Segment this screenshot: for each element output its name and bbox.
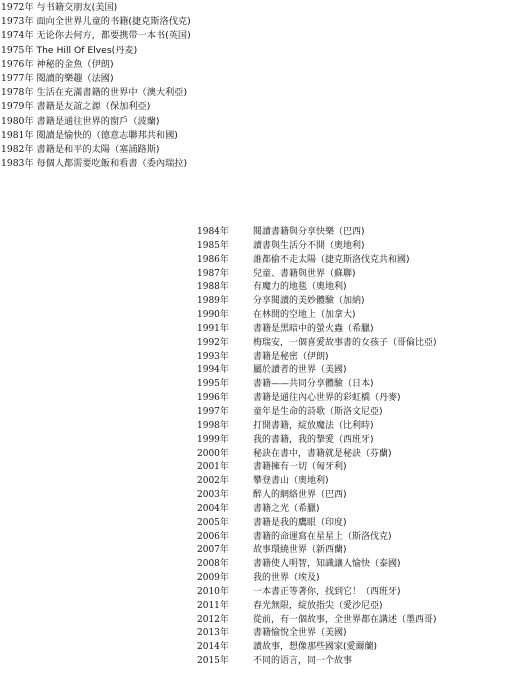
entry-title: 書籍愉悅全世界（美國) (253, 628, 347, 639)
entry-title: 在林間的空地上（加拿大) (253, 310, 356, 321)
entry-year: 1972年 (1, 2, 34, 13)
entry-year: 1974年 (1, 30, 34, 42)
entry-year: 2011年 (197, 600, 229, 611)
entry-title: 閱讀書籍與分享快樂（巴西) (253, 227, 365, 237)
entry-title: 梅瑞安，一個喜愛故事書的女孩子（哥倫比亞) (253, 337, 437, 348)
entry-year: 2012年 (197, 614, 229, 625)
theme-entry (1, 72, 191, 86)
entry-year: 2014年 (197, 642, 229, 653)
theme-entry (1, 143, 191, 157)
theme-entry (1, 44, 191, 58)
entry-title: 屬於讀者的世界（美國) (253, 365, 347, 376)
entry-year: 1989年 (197, 296, 229, 307)
entry-year: 1983年 (1, 158, 34, 170)
entry-title: 有魔力的地毯（奧地利) (253, 282, 347, 293)
entry-title: 无论你去何方，都要携带一本书(英国) (36, 30, 191, 42)
entry-year: 1977年 (1, 72, 34, 84)
entry-title: 書籍是通往內心世界的彩虹橋（丹麥) (253, 393, 401, 404)
theme-entry (1, 58, 191, 72)
entry-year: 2010年 (197, 586, 229, 597)
entry-title: 書籍是友誼之源（保加利亞) (36, 101, 151, 113)
entry-title: 我的世界（埃及) (253, 573, 320, 584)
theme-entry (1, 29, 191, 43)
entry-year: 1973年 (1, 16, 34, 28)
entry-year: 1997年 (197, 406, 229, 417)
entry-title: 書籍是秘密（伊朗) (253, 351, 329, 362)
entry-title: 書籍是我的鷹眼（印度) (253, 517, 347, 528)
entry-title: 我的書籍，我的摯愛（西班牙) (253, 434, 374, 445)
entry-title: 書籍是和平的太陽（塞浦路斯) (36, 143, 160, 155)
entry-year: 1978年 (1, 87, 34, 99)
entry-title: 不同的语言，同一个故事 (253, 656, 353, 667)
entry-year: 2000年 (197, 448, 229, 459)
entry-title: 每個人都需要吃飯和看書（委內瑞拉) (36, 158, 188, 170)
entry-year: 2003年 (197, 490, 229, 501)
entry-title: 故事環繞世界（新西蘭) (253, 545, 347, 556)
entry-year: 2013年 (197, 628, 229, 639)
entry-year: 2006年 (197, 531, 229, 542)
theme-entry (1, 157, 191, 171)
entry-year: 1981年 (1, 129, 34, 141)
entry-year: 1979年 (1, 101, 34, 113)
entry-year: 2009年 (197, 573, 229, 584)
entry-year: 1985年 (197, 240, 229, 251)
entry-year: 2008年 (197, 559, 229, 570)
entry-year: 2004年 (197, 503, 229, 514)
entry-title: The Hill Of Elves(丹麦) (36, 44, 138, 56)
entry-title: 讀書與生活分不開（奧地利) (253, 240, 365, 251)
entry-title: 書籍的命運寫在星星上（斯洛伐克) (253, 531, 392, 542)
entry-title: 從前，有一個故事，全世界都在講述（墨西哥) (253, 614, 437, 625)
theme-list-1972-1983 (1, 1, 191, 171)
entry-title: 書籍——共同分享體驗（日本) (253, 379, 374, 390)
entry-year: 2007年 (197, 545, 229, 556)
theme-entry (1, 100, 191, 114)
theme-entry (1, 86, 191, 100)
entry-title: 分享閱讀的美妙體驗（加納) (253, 296, 365, 307)
entry-title: 攀登書山（奧地利) (253, 476, 329, 487)
entry-year: 1993年 (197, 351, 229, 362)
entry-year: 1986年 (197, 254, 229, 265)
entry-title: 書籍擁有一切（匈牙利) (253, 462, 347, 473)
entry-title: 書籍是通往世界的窗戶（波蘭) (36, 115, 160, 127)
entry-title: 秘訣在書中，書籍就是秘訣（芬蘭) (253, 448, 392, 459)
entry-title: 閱讀的樂趣（法國) (36, 72, 114, 84)
entry-year: 2015年 (197, 656, 229, 667)
entry-title: 書籍使人明智，知識讓人愉快（泰國) (253, 559, 401, 570)
entry-year: 1988年 (197, 282, 229, 293)
entry-year: 2005年 (197, 517, 229, 528)
entry-title: 生活在充滿書籍的世界中（澳大利亞) (36, 87, 188, 99)
entry-year: 1994年 (197, 365, 229, 376)
entry-title: 一本書正等著你，找到它！（西班牙) (253, 586, 401, 597)
entry-year: 1999年 (197, 434, 229, 445)
entry-year: 1992年 (197, 337, 229, 348)
entry-year: 1975年 (1, 44, 34, 56)
entry-year: 1991年 (197, 323, 229, 334)
entry-year: 2002年 (197, 476, 229, 487)
entry-title: 与书籍交朋友(美国) (36, 2, 118, 13)
entry-title: 書籍是黑暗中的螢火蟲（希臘) (253, 323, 374, 334)
entry-year: 1996年 (197, 393, 229, 404)
entry-year: 1982年 (1, 143, 34, 155)
entry-title: 打開書籍，綻放魔法（比利時) (253, 420, 374, 431)
entry-title: 神秘的金魚（伊朗) (36, 58, 114, 70)
theme-entry (1, 15, 191, 29)
entry-year: 2001年 (197, 462, 229, 473)
entry-title: 醉人的網絡世界（巴西) (253, 490, 347, 501)
entry-title: 兒童、書籍與世界（蘇聯) (253, 268, 356, 279)
entry-year: 1998年 (197, 420, 229, 431)
entry-year: 1987年 (197, 268, 229, 279)
entry-title: 書籍之光（希臘) (253, 503, 320, 514)
theme-entry (1, 115, 191, 129)
entry-year: 1976年 (1, 58, 34, 70)
entry-year: 1990年 (197, 310, 229, 321)
theme-entry (1, 1, 191, 15)
entry-year: 1984年 (197, 227, 229, 237)
theme-entry (1, 129, 191, 143)
entry-year: 1995年 (197, 379, 229, 390)
entry-title: 面向全世界儿童的书籍(捷克斯洛伐克) (36, 16, 191, 28)
entry-year: 1980年 (1, 115, 34, 127)
entry-title: 童年是生命的詩歌（斯洛文尼亞) (253, 406, 383, 417)
entry-title: 閱讀是愉快的（德意志聯邦共和國) (36, 129, 178, 141)
entry-title: 讀故事，想像那些國家(愛爾蘭) (253, 642, 378, 653)
entry-title: 春光無限，綻放指尖（愛沙尼亞) (253, 600, 383, 611)
entry-title: 誰都偷不走太陽（捷克斯洛伐克共和國) (253, 254, 410, 265)
